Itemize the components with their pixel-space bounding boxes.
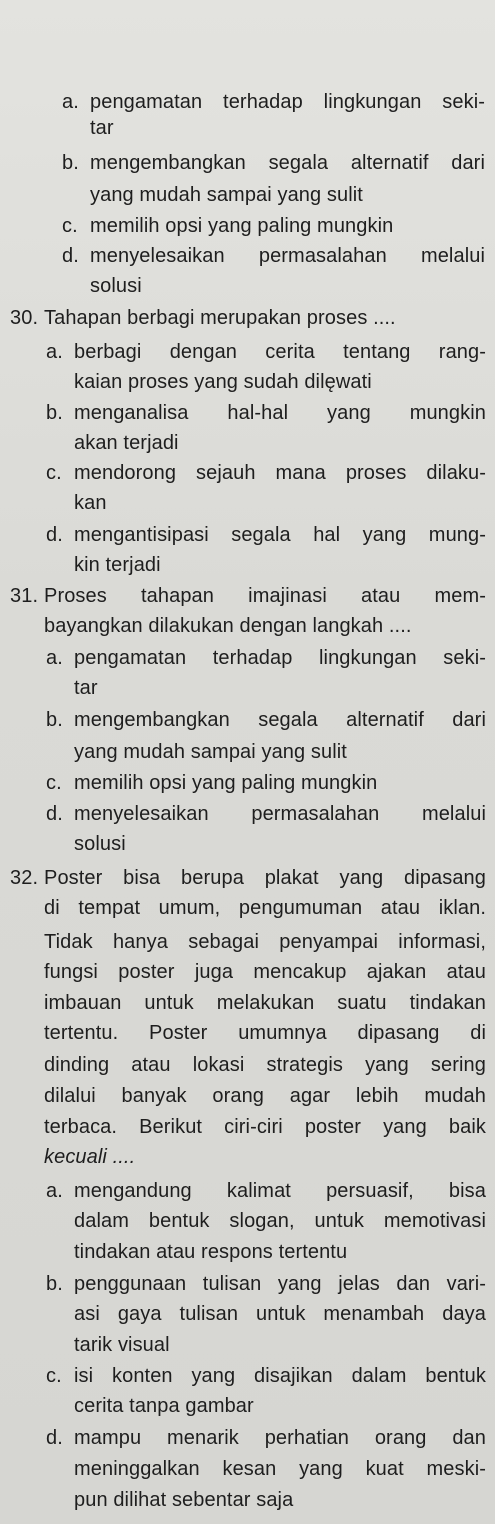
- q30-option-c-line1: mendorong sejauh mana proses dilaku-: [74, 462, 486, 484]
- q32-stem-line10: kecuali ....: [44, 1146, 136, 1168]
- q32-stem-line5: imbauan untuk melakukan suatu tindakan: [44, 992, 486, 1014]
- q32-option-d-line1: mampu menarik perhatian orang dan: [74, 1427, 486, 1449]
- q30-option-c-line2: kan: [74, 492, 107, 514]
- q29-option-a-line1: pengamatan terhadap lingkungan seki-: [90, 91, 485, 113]
- q32-option-b-line1: penggunaan tulisan yang jelas dan vari-: [74, 1273, 486, 1295]
- q30-option-b-letter: b.: [46, 402, 63, 424]
- q32-stem-line9: terbaca. Berikut ciri-ciri poster yang baik: [44, 1116, 486, 1138]
- q32-option-d-line2: meninggalkan kesan yang kuat meski-: [74, 1458, 486, 1480]
- q32-option-c-line1: isi konten yang disajikan dalam bentuk: [74, 1365, 486, 1387]
- q30-stem-line1: Tahapan berbagi merupakan proses ....: [44, 307, 396, 329]
- q30-option-d-letter: d.: [46, 524, 63, 546]
- q32-option-b-letter: b.: [46, 1273, 63, 1295]
- q31-option-c-letter: c.: [46, 772, 62, 794]
- q29-option-a-letter: a.: [62, 91, 79, 113]
- q29-option-a-line2: tar: [90, 117, 114, 139]
- q31-option-c-line1: memilih opsi yang paling mungkin: [74, 772, 378, 794]
- q32-option-b-line2: asi gaya tulisan untuk menambah daya: [74, 1303, 486, 1325]
- q31-option-d-line2: solusi: [74, 833, 126, 855]
- q29-option-c-line1: memilih opsi yang paling mungkin: [90, 215, 394, 237]
- q31-option-a-line2: tar: [74, 677, 98, 699]
- q32-option-b-line3: tarik visual: [74, 1334, 170, 1356]
- q31-option-a-letter: a.: [46, 647, 63, 669]
- q30-option-d-line2: kin terjadi: [74, 554, 161, 576]
- q29-option-d-line2: solusi: [90, 275, 142, 297]
- q30-option-a-line1: berbagi dengan cerita tentang rang-: [74, 341, 486, 363]
- q31-stem-line1: Proses tahapan imajinasi atau mem-: [44, 585, 486, 607]
- q30-option-a-line2: kaian proses yang sudah dilęwati: [74, 371, 372, 393]
- q31-option-d-line1: menyelesaikan permasalahan melalui: [74, 803, 486, 825]
- q31-option-b-line1: mengembangkan segala alternatif dari: [74, 709, 486, 731]
- q29-option-b-line2: yang mudah sampai yang sulit: [90, 184, 363, 206]
- q30-option-a-letter: a.: [46, 341, 63, 363]
- q32-stem-line6: tertentu. Poster umumnya dipasang di: [44, 1022, 486, 1044]
- q31-number: 31.: [10, 585, 39, 607]
- q29-option-b-line1: mengembangkan segala alternatif dari: [90, 152, 485, 174]
- q30-option-b-line2: akan terjadi: [74, 432, 179, 454]
- q32-option-d-line3: pun dilihat sebentar saja: [74, 1489, 294, 1511]
- q29-option-c-letter: c.: [62, 215, 78, 237]
- q30-number: 30.: [10, 307, 39, 329]
- q32-stem-line3: Tidak hanya sebagai penyampai informasi,: [44, 931, 486, 953]
- q32-option-d-letter: d.: [46, 1427, 63, 1449]
- q32-option-a-line1: mengandung kalimat persuasif, bisa: [74, 1180, 486, 1202]
- q32-stem-line2: di tempat umum, pengumuman atau iklan.: [44, 897, 486, 919]
- q32-option-a-line3: tindakan atau respons tertentu: [74, 1241, 348, 1263]
- q30-option-c-letter: c.: [46, 462, 62, 484]
- q31-option-b-line2: yang mudah sampai yang sulit: [74, 741, 347, 763]
- q32-option-a-letter: a.: [46, 1180, 63, 1202]
- q32-option-a-line2: dalam bentuk slogan, untuk memotivasi: [74, 1210, 486, 1232]
- q32-stem-line7: dinding atau lokasi strategis yang sering: [44, 1054, 486, 1076]
- q32-stem-line1: Poster bisa berupa plakat yang dipasang: [44, 867, 486, 889]
- q29-option-d-line1: menyelesaikan permasalahan melalui: [90, 245, 485, 267]
- q31-option-a-line1: pengamatan terhadap lingkungan seki-: [74, 647, 486, 669]
- q30-option-b-line1: menganalisa hal-hal yang mungkin: [74, 402, 486, 424]
- q31-option-d-letter: d.: [46, 803, 63, 825]
- q32-number: 32.: [10, 867, 39, 889]
- q31-option-b-letter: b.: [46, 709, 63, 731]
- q29-option-d-letter: d.: [62, 245, 79, 267]
- q32-stem-line8: dilalui banyak orang agar lebih mudah: [44, 1085, 486, 1107]
- q32-option-c-letter: c.: [46, 1365, 62, 1387]
- q32-stem-line4: fungsi poster juga mencakup ajakan atau: [44, 961, 486, 983]
- q32-option-c-line2: cerita tanpa gambar: [74, 1395, 254, 1417]
- q29-option-b-letter: b.: [62, 152, 79, 174]
- q31-stem-line2: bayangkan dilakukan dengan langkah ....: [44, 615, 412, 637]
- q30-option-d-line1: mengantisipasi segala hal yang mung-: [74, 524, 486, 546]
